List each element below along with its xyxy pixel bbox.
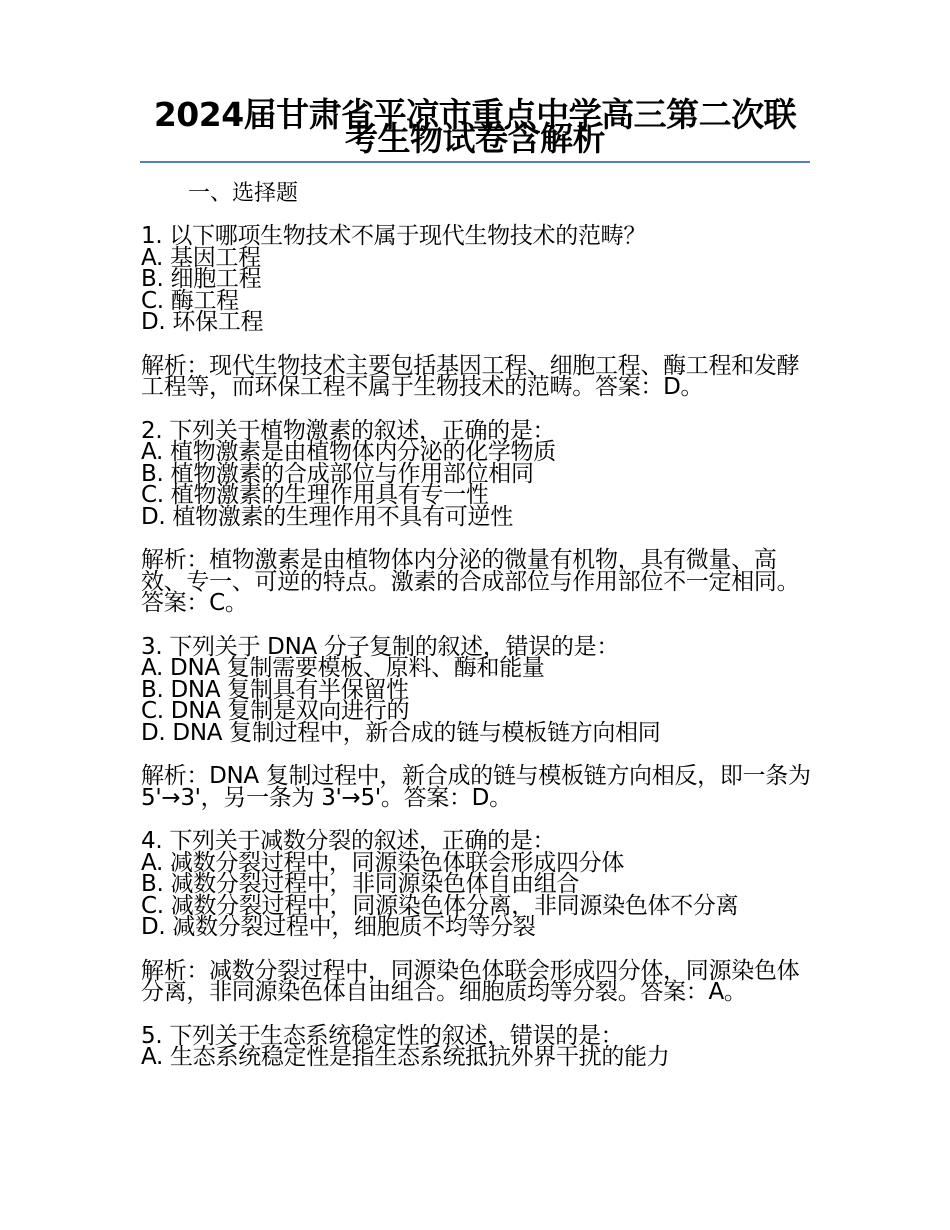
question-analysis: 解析：减数分裂过程中，同源染色体联会形成四分体，同源染色体分离，非同源染色体自由组合。细胞质均等分裂。答案：A。 <box>141 957 800 1005</box>
question-4 <box>141 828 813 1005</box>
question-analysis: 解析：DNA 复制过程中，新合成的链与模板链方向相反，即一条为 5'→3'，另一条为 3'→5'。答案：D。 <box>141 763 811 811</box>
option-b: B. 减数分裂过程中，非同源染色体自由组合 <box>141 871 580 897</box>
option-b: B. DNA 复制具有半保留性 <box>141 676 409 703</box>
option-a: A. 生态系统稳定性是指生态系统抵抗外界干扰的能力 <box>141 1044 670 1070</box>
question-3 <box>141 633 813 811</box>
question-stem: 5. 下列关于生态系统稳定性的叙述，错误的是： <box>141 1022 624 1049</box>
question-stem: 4. 下列关于减数分裂的叙述，正确的是： <box>141 828 556 854</box>
question-2 <box>141 417 813 616</box>
section-heading: 一、选择题 <box>188 181 299 206</box>
question-1 <box>141 223 813 400</box>
option-b: B. 植物激素的合成部位与作用部位相同 <box>141 460 534 487</box>
option-d: D. DNA 复制过程中，新合成的链与模板链方向相同 <box>141 719 661 746</box>
title-block <box>140 95 810 158</box>
question-analysis: 解析：植物激素是由植物体内分泌的微量有机物，具有微量、高效、专一、可逆的特点。激素的合成部位与作用部位不一定相同。答案：C。 <box>141 547 800 616</box>
question-5 <box>141 1022 813 1070</box>
question-stem: 1. 以下哪项生物技术不属于现代生物技术的范畴？ <box>141 223 647 249</box>
option-c: C. DNA 复制是双向进行的 <box>141 698 410 724</box>
option-c: C. 减数分裂过程中，同源染色体分离，非同源染色体不分离 <box>141 892 739 919</box>
option-a: A. 基因工程 <box>141 244 261 271</box>
title-underline <box>140 161 810 163</box>
question-analysis: 解析：现代生物技术主要包括基因工程、细胞工程、酶工程和发酵工程等，而环保工程不属于生物技术的范畴。答案：D。 <box>141 352 800 400</box>
question-list <box>141 223 813 1070</box>
option-c: C. 酶工程 <box>141 287 239 314</box>
option-a: A. DNA 复制需要模板、原料、酶和能量 <box>141 655 545 681</box>
question-stem: 3. 下列关于 DNA 分子复制的叙述，错误的是： <box>141 633 620 660</box>
option-d: D. 植物激素的生理作用不具有可逆性 <box>141 503 513 530</box>
option-d: D. 环保工程 <box>141 309 264 335</box>
option-a: A. 减数分裂过程中，同源染色体联会形成四分体 <box>141 849 625 876</box>
option-d: D. 减数分裂过程中，细胞质不均等分裂 <box>141 914 536 940</box>
option-a: A. 植物激素是由植物体内分泌的化学物质 <box>141 439 556 465</box>
option-b: B. 细胞工程 <box>141 266 262 292</box>
document-title: 2024届甘肃省平凉市重点中学高三第二次联考生物试卷含解析 <box>153 95 797 158</box>
question-stem: 2. 下列关于植物激素的叙述，正确的是： <box>141 417 556 444</box>
option-c: C. 植物激素的生理作用具有专一性 <box>141 482 489 508</box>
